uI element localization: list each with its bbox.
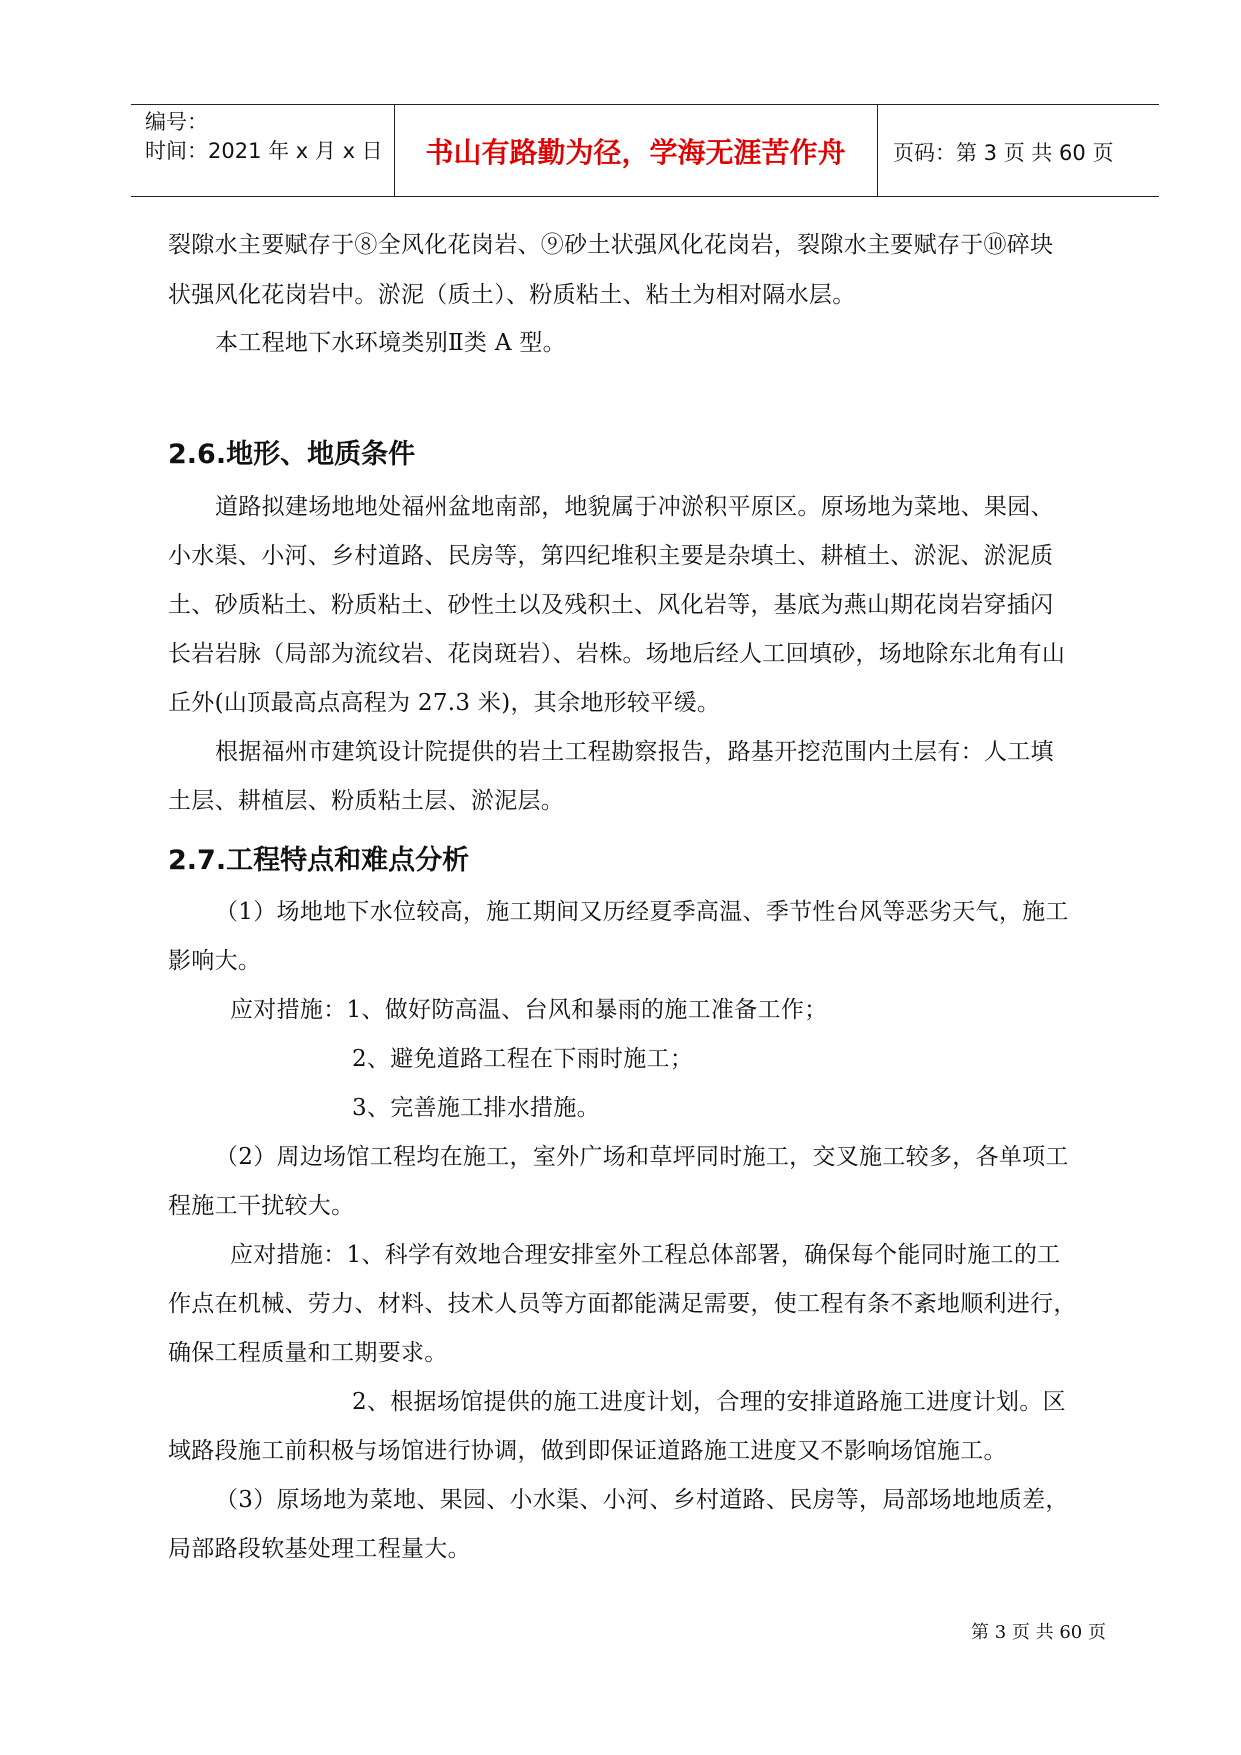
paragraph-line: 影响大。: [168, 948, 262, 974]
paragraph-line: （1）场地地下水位较高，施工期间又历经夏季高温、季节性台风等恶劣天气，施工: [215, 899, 1069, 925]
paragraph-line: 程施工干扰较大。: [168, 1193, 355, 1219]
measure-line: 2、避免道路工程在下雨时施工；: [352, 1046, 694, 1072]
paragraph-line: 道路拟建场地地处福州盆地南部，地貌属于冲淤积平原区。原场地为菜地、果园、: [215, 494, 1054, 520]
paragraph-line: （2）周边场馆工程均在施工，室外广场和草坪同时施工，交叉施工较多，各单项工: [215, 1144, 1069, 1170]
measure-line: 应对措施：1、做好防高温、台风和暴雨的施工准备工作；: [230, 997, 828, 1023]
paragraph-line: 本工程地下水环境类别Ⅱ类 A 型。: [215, 330, 566, 356]
paragraph-line: （3）原场地为菜地、果园、小水渠、小河、乡村道路、民房等，局部场地地质差，: [215, 1487, 1069, 1513]
header-divider-right: [877, 104, 878, 196]
header-bottom-rule: [131, 196, 1159, 197]
measure-line: 应对措施：1、科学有效地合理安排室外工程总体部署，确保每个能同时施工的工: [230, 1242, 1061, 1268]
paragraph-line: 小水渠、小河、乡村道路、民房等，第四纪堆积主要是杂填土、耕植土、淤泥、淤泥质: [168, 543, 1054, 569]
paragraph-line: 丘外(山顶最高点高程为 27.3 米)，其余地形较平缓。: [168, 690, 721, 716]
header-motto: 书山有路勤为径，学海无涯苦作舟: [425, 136, 846, 169]
paragraph-line: 土层、耕植层、粉质粘土层、淤泥层。: [168, 788, 565, 814]
paragraph-line: 局部路段软基处理工程量大。: [168, 1536, 471, 1562]
paragraph-line: 土、砂质粘土、粉质粘土、砂性土以及残积土、风化岩等，基底为燕山期花岗岩穿插闪: [168, 592, 1054, 618]
measure-line: 3、完善施工排水措施。: [352, 1095, 600, 1121]
section-heading-2-7: 2.7.工程特点和难点分析: [168, 845, 470, 876]
header-number-label: 编号：: [145, 110, 208, 134]
header-time-label: 时间：2021 年 x 月 x 日: [145, 139, 383, 163]
paragraph-line: 根据福州市建筑设计院提供的岩土工程勘察报告，路基开挖范围内土层有：人工填: [215, 739, 1054, 765]
header-top-rule: [131, 104, 1159, 105]
paragraph-line: 长岩岩脉（局部为流纹岩、花岗斑岩）、岩株。场地后经人工回填砂，场地除东北角有山: [168, 641, 1066, 667]
footer-page-number: 第 3 页 共 60 页: [971, 1622, 1106, 1643]
paragraph-line: 裂隙水主要赋存于⑧全风化花岗岩、⑨砂土状强风化花岗岩，裂隙水主要赋存于⑩碎块: [168, 232, 1054, 258]
measure-line: 作点在机械、劳力、材料、技术人员等方面都能满足需要，使工程有条不紊地顺利进行，: [168, 1291, 1077, 1317]
section-heading-2-6: 2.6.地形、地质条件: [168, 439, 416, 470]
measure-line: 2、根据场馆提供的施工进度计划，合理的安排道路施工进度计划。区: [352, 1389, 1066, 1415]
measure-line: 确保工程质量和工期要求。: [168, 1340, 448, 1366]
measure-line: 域路段施工前积极与场馆进行协调，做到即保证道路施工进度又不影响场馆施工。: [168, 1438, 1007, 1464]
header-page-label: 页码：第 3 页 共 60 页: [893, 141, 1114, 165]
paragraph-line: 状强风化花岗岩中。淤泥（质土）、粉质粘土、粘土为相对隔水层。: [168, 282, 856, 308]
